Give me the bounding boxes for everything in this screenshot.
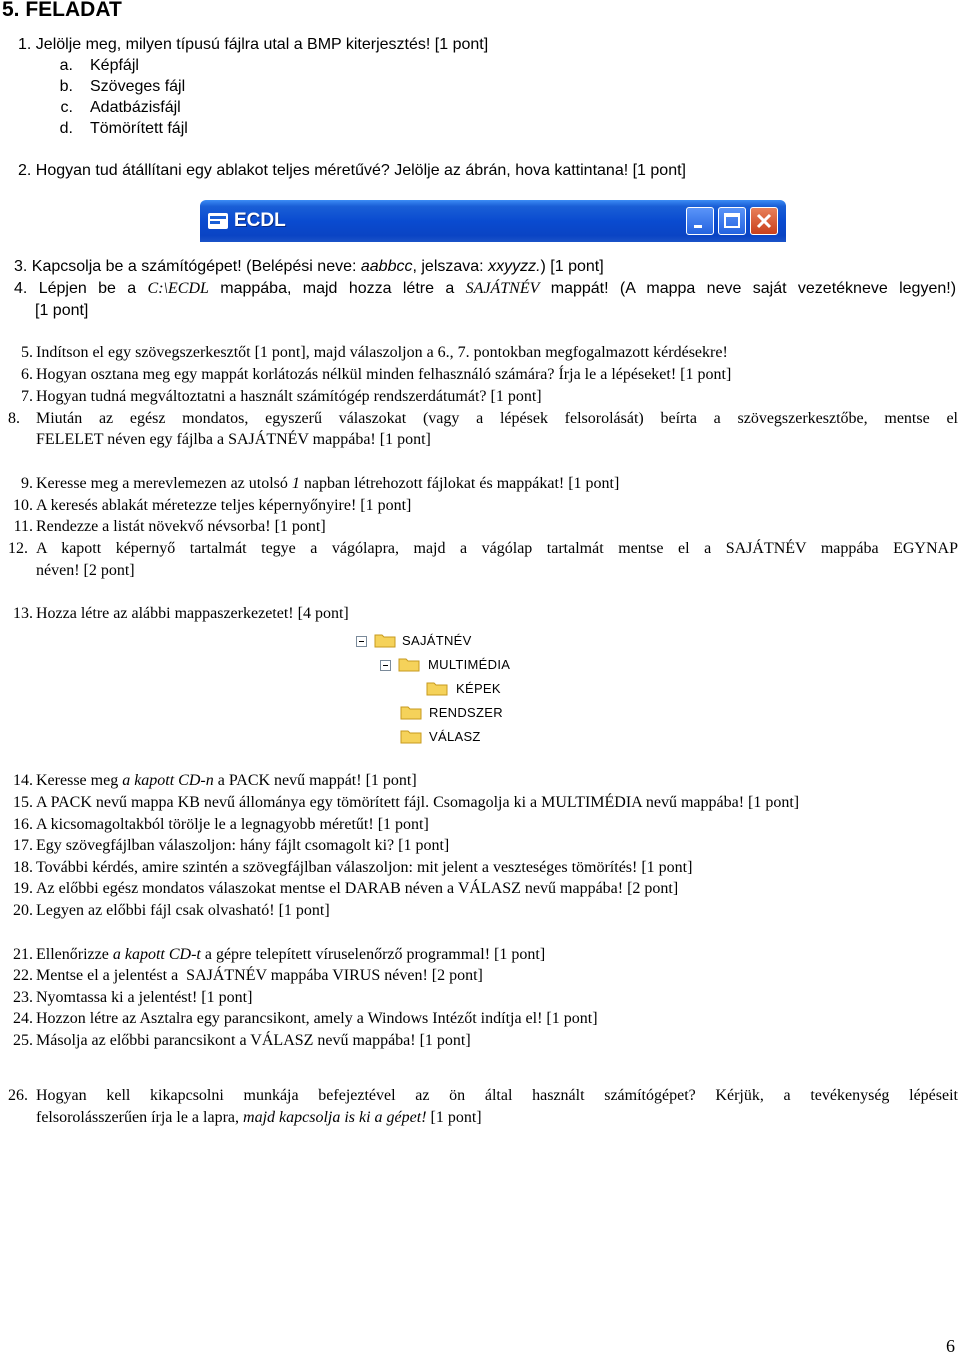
option-b: b. Szöveges fájl	[59, 78, 186, 95]
question-10: 10. A keresés ablakát méretezze teljes képernyőnyire! [1 pont]	[13, 497, 412, 514]
question-12-cont: néven! [2 pont]	[36, 562, 135, 579]
tree-item-sajatnev[interactable]: SAJÁTNÉV	[402, 633, 472, 648]
question-11: 11. Rendezze a listát növekvő névsorba! [1 pont]	[13, 518, 326, 535]
question-26: 26. Hogyan kell kikapcsolni munkája befejeztével az ön által használt számítógépet? Kérjük, a tevékenység lépéseit	[8, 1087, 958, 1104]
question-15: 15. A PACK nevű mappa KB nevű állománya egy tömörített fájl. Csomagolja ki a MULTIMÉDIA nevű mappába! [1 pont]	[13, 794, 800, 811]
minimize-icon	[687, 208, 713, 234]
folder-icon	[400, 728, 422, 744]
question-22: 22. Mentse el a jelentést a SAJÁTNÉV mappába VIRUS néven! [2 pont]	[13, 967, 483, 984]
question-9: 9. Keresse meg a merevlemezen az utolsó 1 napban létrehozott fájlokat és mappákat! [1 pont]	[21, 475, 620, 492]
close-icon	[751, 208, 777, 234]
question-21: 21. Ellenőrizze a kapott CD-t a gépre telepített víruselenőrző programmal! [1 pont]	[13, 946, 546, 963]
ecdl-logo-icon	[208, 213, 228, 229]
close-button[interactable]	[750, 207, 778, 235]
option-c: c. Adatbázisfájl	[60, 99, 181, 116]
window-title: ECDL	[234, 210, 286, 231]
question-12: 12. A kapott képernyő tartalmát tegye a vágólapra, majd a vágólap tartalmát mentse el a SAJÁTNÉV mappába EGYNAP	[8, 540, 958, 557]
question-23: 23. Nyomtassa ki a jelentést! [1 pont]	[13, 989, 253, 1006]
tree-item-rendszer[interactable]: RENDSZER	[429, 705, 503, 720]
question-8-cont: FELELET néven egy fájlba a SAJÁTNÉV mappába! [1 pont]	[36, 431, 431, 448]
question-3: 3. Kapcsolja be a számítógépet! (Belépési neve: aabbcc, jelszava: xxyyzz.) [1 pont]	[14, 258, 604, 275]
question-2: 2. Hogyan tud átállítani egy ablakot teljes méretűvé? Jelölje az ábrán, hova kattintana! [1 pont]	[18, 162, 686, 179]
option-a: a. Képfájl	[59, 57, 139, 74]
question-6: 6. Hogyan osztana meg egy mappát korlátozás nélkül minden felhasználó számára? Írja le a lépéseket! [1 pont]	[21, 366, 732, 383]
question-13: 13. Hozza létre az alábbi mappaszerkezetet! [4 pont]	[13, 605, 349, 622]
question-4: 4. Lépjen be a C:\ECDL mappába, majd hozza létre a SAJÁTNÉV mappát! (A mappa neve saját vezetékneve legyen!)	[14, 280, 957, 297]
minimize-button[interactable]	[686, 207, 714, 235]
option-d: d. Tömörített fájl	[59, 120, 188, 137]
question-5: 5. Indítson el egy szövegszerkesztőt [1 pont], majd válaszoljon a 6., 7. pontokban megfogalmazott kérdésekre!	[21, 344, 728, 361]
folder-icon	[400, 704, 422, 720]
window-titlebar	[200, 200, 786, 242]
question-16: 16. A kicsomagoltakból törölje le a legnagyobb méretűt! [1 pont]	[13, 816, 429, 833]
question-4-cont: [1 pont]	[35, 302, 89, 319]
collapse-icon[interactable]	[356, 636, 367, 647]
question-24: 24. Hozzon létre az Asztalra egy parancsikont, amely a Windows Intézőt indítja el! [1 pont]	[13, 1010, 598, 1027]
tree-item-valasz[interactable]: VÁLASZ	[429, 729, 481, 744]
question-1	[18, 34, 488, 139]
question-20: 20. Legyen az előbbi fájl csak olvasható! [1 pont]	[13, 902, 330, 919]
question-25: 25. Másolja az előbbi parancsikont a VÁLASZ nevű mappába! [1 pont]	[13, 1032, 471, 1049]
maximize-button[interactable]	[718, 207, 746, 235]
question-17: 17. Egy szövegfájlban válaszoljon: hány fájlt csomagolt ki? [1 pont]	[13, 837, 450, 854]
folder-icon	[398, 656, 420, 672]
question-1-text: 1. Jelölje meg, milyen típusú fájlra utal a BMP kiterjesztés! [1 pont]	[18, 36, 489, 53]
collapse-icon[interactable]	[380, 660, 391, 671]
question-8: 8. Miután az egész mondatos, egyszerű válaszokat (vagy a lépések felsorolását) beírta a szövegszerkesztőbe, mentse el	[8, 410, 958, 427]
question-26-cont: felsorolásszerűen írja le a lapra, majd kapcsolja is ki a gépet! [1 pont]	[36, 1109, 482, 1126]
question-7: 7. Hogyan tudná megváltoztatni a használt számítógép rendszerdátumát? [1 pont]	[21, 388, 542, 405]
question-14: 14. Keresse meg a kapott CD-n a PACK nevű mappát! [1 pont]	[13, 772, 417, 789]
folder-tree	[352, 628, 572, 752]
maximize-icon	[719, 208, 745, 234]
question-19: 19. Az előbbi egész mondatos válaszokat mentse el DARAB néven a VÁLASZ nevű mappába! [2 pont]	[13, 880, 679, 897]
tree-item-kepek[interactable]: KÉPEK	[456, 681, 501, 696]
page-title: 5. FELADAT	[2, 0, 122, 21]
question-18: 18. További kérdés, amire szintén a szövegfájlban válaszoljon: mit jelent a veszteséges tömörítés! [1 pont]	[13, 859, 693, 876]
folder-icon	[374, 632, 396, 648]
tree-item-multimedia[interactable]: MULTIMÉDIA	[428, 657, 511, 672]
folder-icon	[426, 680, 448, 696]
page-number: 6	[946, 1336, 955, 1356]
